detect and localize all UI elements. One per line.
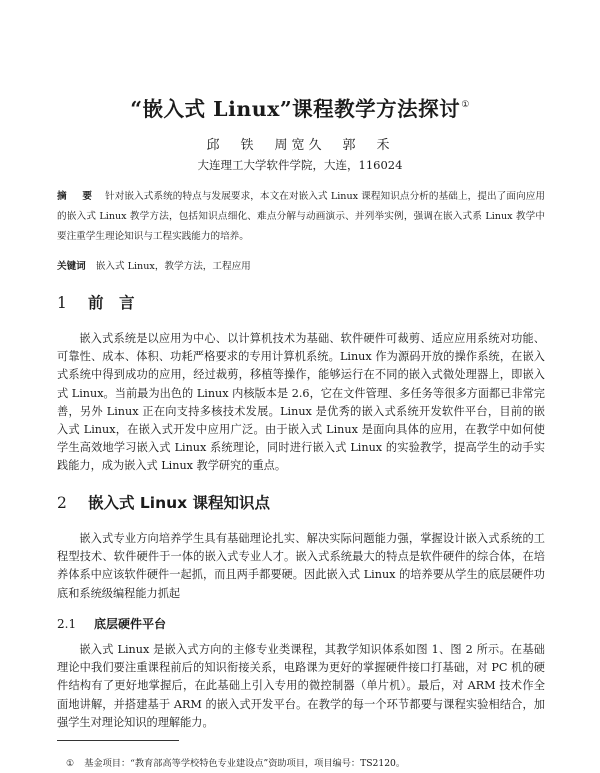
keywords-label: 关键词 xyxy=(57,261,86,272)
paragraph-hardware: 嵌入式 Linux 是嵌入式方向的主修专业类课程，其教学知识体系如图 1、图 2 所示。在基础理论中我们要注重课程前后的知识衔接关系，电路课为更好的掌握硬件接口打基础，对 PC 机的硬件结构有了更好地掌握后，在此基础上引入专用的微控制器（单片机）。最后，对 ARM 技术作全面地讲解，并搭建基于 ARM 的嵌入式开发平台。在教学的每一个环节都要与课程实验相结合，加强学生对理论知识的理解能力。 xyxy=(57,643,545,729)
footnote xyxy=(66,755,546,769)
subsection-title: 底层硬件平台 xyxy=(94,617,167,631)
abstract-label: 摘 要 xyxy=(57,191,96,202)
title-footnote-mark: ① xyxy=(461,100,470,110)
paragraph-intro: 嵌入式系统是以应用为中心、以计算机技术为基础、软件硬件可裁剪、适应应用系统对功能、可靠性、成本、体积、功耗严格要求的专用计算机系统。Linux 作为源码开放的操作系统，在嵌入式系统中得到成功的应用，经过裁剪，移植等操作，能够运行在不同的嵌入式微处理器上，即嵌入式 Linux。当前最为出色的 Linux 内核版本是 2.6，它在文件管理、多任务等很多方面都已非常完善，另外 Linux 正在向支持多核技术发展。Linux 是优秀的嵌入式系统开发软件平台，目前的嵌入式 Linux，在嵌入式开发中应用广泛。由于嵌入式 Linux 是面向具体的应用，在教学中如何使学生高效地学习嵌入式 Linux 系统理论，同时进行嵌入式 Linux 的实验教学，提高学生的动手实践能力，成为嵌入式 Linux 教学研究的重点。 xyxy=(57,332,545,473)
subsection-heading-2-1 xyxy=(57,615,166,632)
affiliation: 大连理工大学软件学院，大连，116024 xyxy=(197,158,403,172)
abstract xyxy=(57,187,545,247)
section-heading-1 xyxy=(57,291,135,313)
paragraph-knowledge: 嵌入式专业方向培养学生具有基础理论扎实、解决实际问题能力强，掌握设计嵌入式系统的工程型技术、软件硬件于一体的嵌入式专业人才。嵌入式系统最大的特点是软件硬件的综合体，在培养体系中应该软件硬件一起抓，而且两手都要硬。因此嵌入式 Linux 的培养要从学生的底层硬件功底和系统级编程能力抓起 xyxy=(57,532,545,600)
keywords xyxy=(57,257,545,277)
subsection-number: 2.1 xyxy=(57,617,77,631)
footnote-text: 基金项目：“教育部高等学校特色专业建设点”资助项目，项目编号：TS2120。 xyxy=(84,758,406,769)
footnote-divider xyxy=(57,740,179,741)
keywords-text: 嵌入式 Linux，教学方法，工程应用 xyxy=(95,261,251,272)
section-title: 嵌入式 Linux 课程知识点 xyxy=(88,494,271,512)
author-list: 邱 铁 周宽久 郭 禾 xyxy=(206,138,394,153)
section-heading-2 xyxy=(57,491,270,513)
section-number: 2 xyxy=(57,494,67,512)
section-number: 1 xyxy=(57,294,67,312)
title-text: “嵌入式 Linux”课程教学方法探讨 xyxy=(130,97,461,121)
paper-title xyxy=(0,92,600,122)
section-title: 前 言 xyxy=(88,294,135,312)
footnote-mark: ① xyxy=(66,758,75,769)
abstract-text: 针对嵌入式系统的特点与发展要求，本文在对嵌入式 Linux 课程知识点分析的基础上，提出了面向应用的嵌入式 Linux 教学方法，包括知识点细化、难点分解与动画演示、并列举实例，强调在嵌入式系 Linux 教学中要注重学生理论知识与工程实践能力的培养。 xyxy=(57,191,545,242)
